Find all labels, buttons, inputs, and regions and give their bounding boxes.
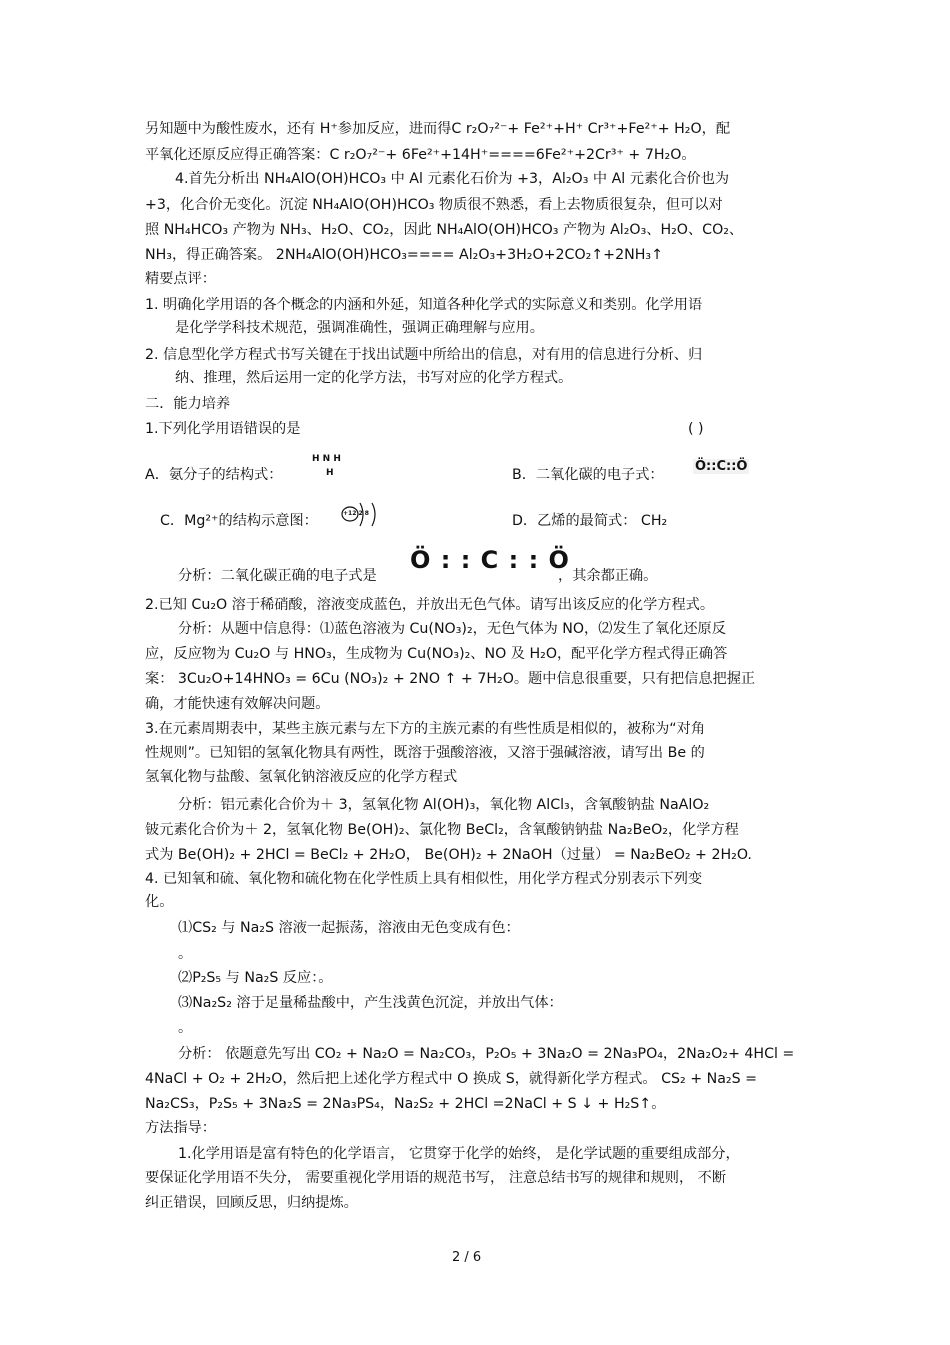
section-heading: 精要点评： bbox=[145, 271, 216, 287]
option-c: C．Mg²⁺的结构示意图： bbox=[160, 513, 318, 529]
analysis-text: 分析：从题中信息得：⑴蓝色溶液为 Cu(NO₃)₂，无色气体为 NO，⑵发生了氧化还原反 bbox=[178, 621, 726, 637]
analysis-text: 确，才能快速有效解决问题。 bbox=[145, 696, 330, 712]
option-d: D．乙烯的最简式： CH₂ bbox=[512, 513, 668, 529]
answer-blank: ( ) bbox=[688, 421, 704, 437]
question-text: 。 bbox=[178, 1020, 193, 1036]
text-line: 是化学学科技术规范，强调准确性，强调正确理解与应用。 bbox=[175, 320, 544, 336]
text-line: 照 NH₄HCO₃ 产物为 NH₃、H₂O、CO₂，因此 NH₄AlO(OH)HCO₃ 产物为 Al₂O₃、H₂O、CO₂、 bbox=[145, 222, 744, 238]
analysis-text: 铍元素化合价为＋ 2，氢氧化物 Be(OH)₂、氯化物 BeCl₂，含氧酸钠钠盐 Na₂BeO₂，化学方程 bbox=[145, 822, 739, 838]
mg-ion-structure-figure bbox=[340, 500, 386, 532]
nh3-bottom: H bbox=[326, 468, 334, 478]
analysis-text: 4NaCl + O₂ + 2H₂O，然后把上述化学方程式中 O 换成 S，就得新化学方程式。 CS₂ + Na₂S = bbox=[145, 1071, 758, 1087]
analysis-text: 分析：二氧化碳正确的电子式是 bbox=[178, 568, 377, 584]
question-text: 氢氧化物与盐酸、氢氧化钠溶液反应的化学方程式 bbox=[145, 769, 458, 785]
question-text: 3.在元素周期表中，某些主族元素与左下方的主族元素的有些性质是相似的，被称为“对角 bbox=[145, 721, 706, 737]
text-line: 纳、推理，然后运用一定的化学方法，书写对应的化学方程式。 bbox=[175, 370, 573, 386]
analysis-text: ，其余都正确。 bbox=[558, 568, 658, 584]
mg-ion-label: +12 2 8 bbox=[343, 510, 369, 517]
text-line: 1. 明确化学用语的各个概念的内涵和外延，知道各种化学式的实际意义和类别。化学用语 bbox=[145, 297, 703, 313]
co2-electron-figure-large: Ö : : C : : Ö bbox=[410, 546, 570, 574]
analysis-text: 式为 Be(OH)₂ + 2HCl = BeCl₂ + 2H₂O， Be(OH)₂ + 2NaOH（过量） = Na₂BeO₂ + 2H₂O. bbox=[145, 847, 752, 863]
question-text: 化。 bbox=[145, 894, 174, 910]
analysis-text: 案： 3Cu₂O+14HNO₃ = 6Cu (NO₃)₂ + 2NO ↑ + 7H₂O。题中信息很重要，只有把信息把握正 bbox=[145, 671, 756, 687]
text-line: 平氧化还原反应得正确答案：C r₂O₇²⁻+ 6Fe²⁺+14H⁺====6Fe²⁺+2Cr³⁺ + 7H₂O。 bbox=[145, 147, 696, 163]
section-heading: 二．能力培养 bbox=[145, 396, 231, 412]
analysis-text: Na₂CS₃，P₂S₅ + 3Na₂S = 2Na₃PS₄，Na₂S₂ + 2HCl =2NaCl + S ↓ + H₂S↑。 bbox=[145, 1096, 666, 1112]
question-text: ⑴CS₂ 与 Na₂S 溶液一起振荡，溶液由无色变成有色： bbox=[178, 920, 520, 936]
question-text: ⑵P₂S₅ 与 Na₂S 反应：。 bbox=[178, 970, 333, 986]
question-text: 。 bbox=[178, 946, 193, 962]
text-line: NH₃，得正确答案。 2NH₄AlO(OH)HCO₃==== Al₂O₃+3H₂O+2CO₂↑+2NH₃↑ bbox=[145, 247, 663, 263]
section-heading: 方法指导： bbox=[145, 1120, 216, 1136]
analysis-text: 分析：铝元素化合价为＋ 3，氢氧化物 Al(OH)₃，氧化物 AlCl₃，含氧酸钠盐 NaAlO₂ bbox=[178, 797, 710, 813]
text-line: 2. 信息型化学方程式书写关键在于找出试题中所给出的信息，对有用的信息进行分析、归 bbox=[145, 347, 703, 363]
text-line: +3，化合价无变化。沉淀 NH₄AlO(OH)HCO₃ 物质很不熟悉，看上去物质很复杂，但可以对 bbox=[145, 197, 723, 213]
text-line: 纠正错误，回顾反思，归纳提炼。 bbox=[145, 1195, 358, 1211]
option-a: A．氨分子的结构式： bbox=[145, 467, 283, 483]
text-line: 1.化学用语是富有特色的化学语言， 它贯穿于化学的始终， 是化学试题的重要组成部分， bbox=[178, 1146, 740, 1162]
nh3-structure-figure bbox=[312, 455, 341, 478]
question-text: 1.下列化学用语错误的是 bbox=[145, 421, 301, 437]
option-b: B．二氧化碳的电子式： bbox=[512, 467, 664, 483]
text-line: 要保证化学用语不失分， 需要重视化学用语的规范书写， 注意总结书写的规律和规则， 不断 bbox=[145, 1170, 727, 1186]
analysis-text: 应，反应物为 Cu₂O 与 HNO₃，生成物为 Cu(NO₃)₂、NO 及 H₂O，配平化学方程式得正确答 bbox=[145, 646, 728, 662]
nh3-top: H N H bbox=[312, 454, 341, 464]
question-text: 性规则”。已知铝的氢氧化物具有两性，既溶于强酸溶液，又溶于强碱溶液，请写出 Be 的 bbox=[145, 745, 705, 761]
question-text: ⑶Na₂S₂ 溶于足量稀盐酸中，产生浅黄色沉淀，并放出气体： bbox=[178, 995, 563, 1011]
text-line: 另知题中为酸性废水，还有 H⁺参加反应，进而得C r₂O₇²⁻+ Fe²⁺+H⁺ Cr³⁺+Fe²⁺+ H₂O，配 bbox=[145, 121, 731, 137]
co2-electron-figure-small: Ö::C::Ö bbox=[695, 459, 748, 474]
analysis-text: 分析： 依题意先写出 CO₂ + Na₂O = Na₂CO₃，P₂O₅ + 3Na₂O = 2Na₃PO₄，2Na₂O₂+ 4HCl = bbox=[178, 1046, 795, 1062]
page-number: 2 / 6 bbox=[452, 1250, 482, 1265]
text-line: 4.首先分析出 NH₄AlO(OH)HCO₃ 中 Al 元素化石价为 +3，Al₂O₃ 中 Al 元素化合价也为 bbox=[175, 171, 730, 187]
question-text: 4. 已知氧和硫、氧化物和硫化物在化学性质上具有相似性，用化学方程式分别表示下列变 bbox=[145, 871, 703, 887]
question-text: 2.已知 Cu₂O 溶于稀硝酸，溶液变成蓝色，并放出无色气体。请写出该反应的化学方程式。 bbox=[145, 597, 715, 613]
